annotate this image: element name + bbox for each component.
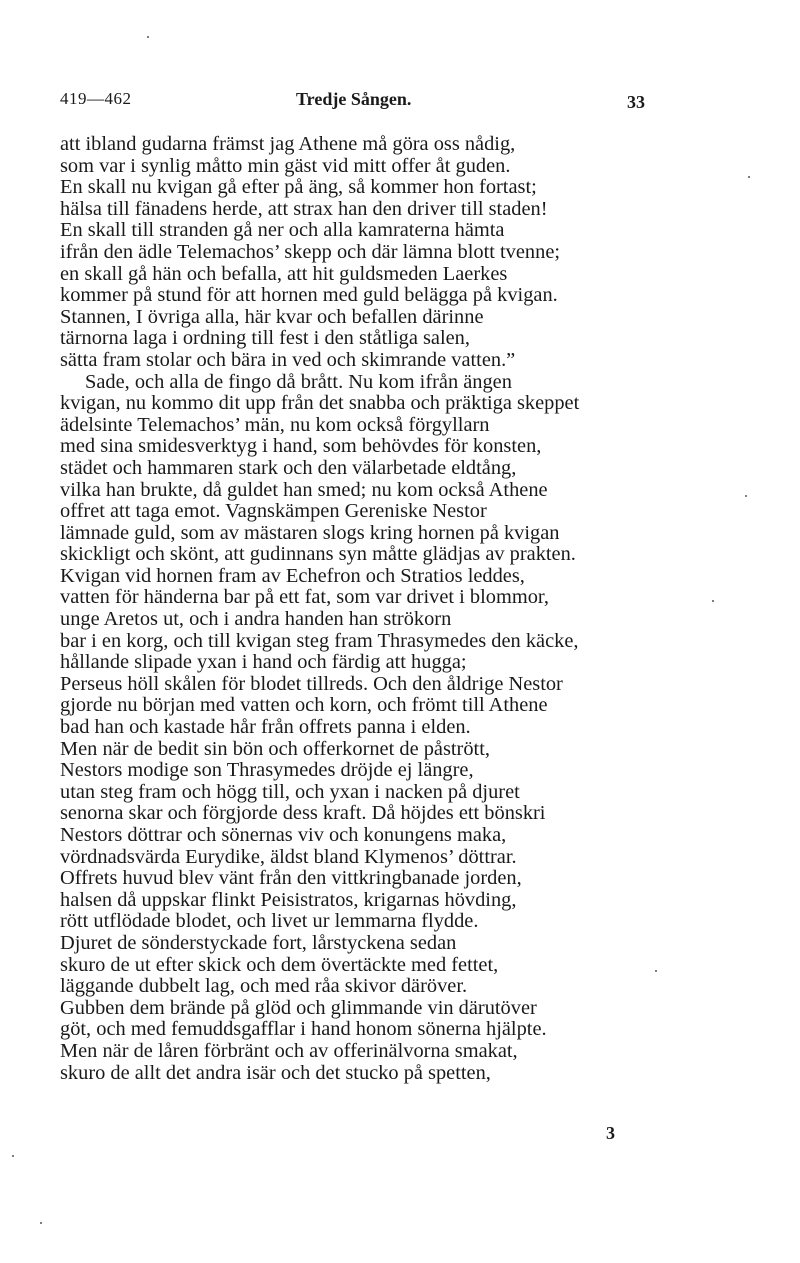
text-line: ädelsinte Telemachos’ män, nu kom också förgyllarn [60, 413, 490, 436]
text-line: ifrån den ädle Telemachos’ skepp och där lämna blott tvenne; [60, 240, 561, 263]
poem-text [60, 134, 660, 1084]
text-line: kommer på stund för att hornen med guld belägga på kvigan. [60, 284, 558, 307]
text-line: vördnadsvärda Eurydike, äldst bland Klymenos’ döttrar. [60, 845, 517, 868]
text-line: att ibland gudarna främst jag Athene må göra oss nådig, [60, 133, 516, 155]
text-line: hållande slipade yxan i hand och färdig att hugga; [60, 651, 467, 674]
scan-speck [40, 1222, 42, 1224]
text-line: Offrets huvud blev vänt från den vittkringbanade jorden, [60, 867, 522, 890]
text-line: städet och hammaren stark och den välarbetade eldtång, [60, 456, 517, 479]
text-line: senorna skar och förgjorde dess kraft. Då höjdes ett bönskri [60, 802, 546, 825]
chapter-title: Tredje Sången. [296, 89, 412, 109]
text-line: hälsa till fänadens herde, att strax han den driver till staden! [60, 197, 548, 220]
text-line: med sina smidesverktyg i hand, som behövdes för konsten, [60, 435, 542, 458]
text-line: Men när de bedit sin bön och offerkornet de påstrött, [60, 737, 490, 760]
text-line: Kvigan vid hornen fram av Echefron och Stratios leddes, [60, 564, 525, 587]
text-line: Sade, och alla de fingo då brått. Nu kom ifrån ängen [85, 370, 512, 393]
text-line: sätta fram stolar och bära in ved och skimrande vatten.” [60, 348, 516, 371]
text-line: Men när de låren förbränt och av offerinälvorna smakat, [60, 1039, 518, 1062]
running-header [60, 89, 660, 113]
text-line: Djuret de sönderstyckade fort, lårstyckena sedan [60, 931, 457, 954]
text-line: unge Aretos ut, och i andra handen han strökorn [60, 608, 452, 631]
scan-speck [748, 176, 750, 178]
text-line: kvigan, nu kommo dit upp från det snabba och präktiga skeppet [60, 392, 580, 415]
text-line: skuro de allt det andra isär och det stucko på spetten, [60, 1061, 491, 1084]
text-line: Nestors modige son Thrasymedes dröjde ej längre, [60, 759, 474, 782]
text-line: skuro de ut efter skick och dem övertäckte med fettet, [60, 953, 499, 976]
text-line: bar i en korg, och till kvigan steg fram Thrasymedes den käcke, [60, 629, 579, 652]
text-line: vatten för händerna bar på ett fat, som var drivet i blommor, [60, 586, 549, 609]
text-line: skickligt och skönt, att gudinnans syn måtte glädjas av prakten. [60, 543, 576, 566]
scan-speck [712, 600, 714, 602]
text-line: En skall nu kvigan gå efter på äng, så kommer hon fortast; [60, 176, 537, 199]
scan-speck [147, 36, 149, 38]
text-line: en skall gå hän och befalla, att hit guldsmeden Laerkes [60, 262, 508, 285]
signature-mark: 3 [606, 1123, 615, 1143]
text-line: Gubben dem brände på glöd och glimmande vin därutöver [60, 996, 537, 1019]
text-line: göt, och med femuddsgafflar i hand honom sönerna hjälpte. [60, 1018, 547, 1041]
scan-speck [12, 1155, 14, 1157]
text-line: rött utflödade blodet, och livet ur lemmarna flydde. [60, 910, 479, 933]
text-line: offret att taga emot. Vagnskämpen Gereniske Nestor [60, 500, 487, 523]
text-line: halsen då uppskar flinkt Peisistratos, krigarnas hövding, [60, 888, 517, 911]
text-line: Stannen, I övriga alla, här kvar och befallen därinne [60, 305, 484, 328]
text-line: utan steg fram och högg till, och yxan i nacken på djuret [60, 780, 520, 803]
text-line: En skall till stranden gå ner och alla kamraterna hämta [60, 219, 505, 242]
text-line: som var i synlig måtto min gäst vid mitt offer åt guden. [60, 154, 511, 177]
text-line: vilka han brukte, då guldet han smed; nu kom också Athene [60, 478, 548, 501]
text-line: Nestors döttrar och sönernas viv och konungens maka, [60, 824, 507, 846]
scan-speck [745, 495, 747, 497]
page-number: 33 [627, 92, 645, 112]
text-line: lämnade guld, som av mästaren slogs kring hornen på kvigan [60, 521, 560, 544]
line-range: 419—462 [60, 89, 132, 108]
text-line: läggande dubbelt lag, och med råa skivor däröver. [60, 975, 468, 998]
text-line: tärnorna laga i ordning till fest i den ståtliga salen, [60, 327, 470, 350]
scan-speck [655, 970, 657, 972]
text-line: gjorde nu början med vatten och korn, och frömt till Athene [60, 694, 548, 717]
text-line: bad han och kastade hår från offrets panna i elden. [60, 716, 471, 739]
text-line: Perseus höll skålen för blodet tillreds. Och den åldrige Nestor [60, 672, 563, 695]
